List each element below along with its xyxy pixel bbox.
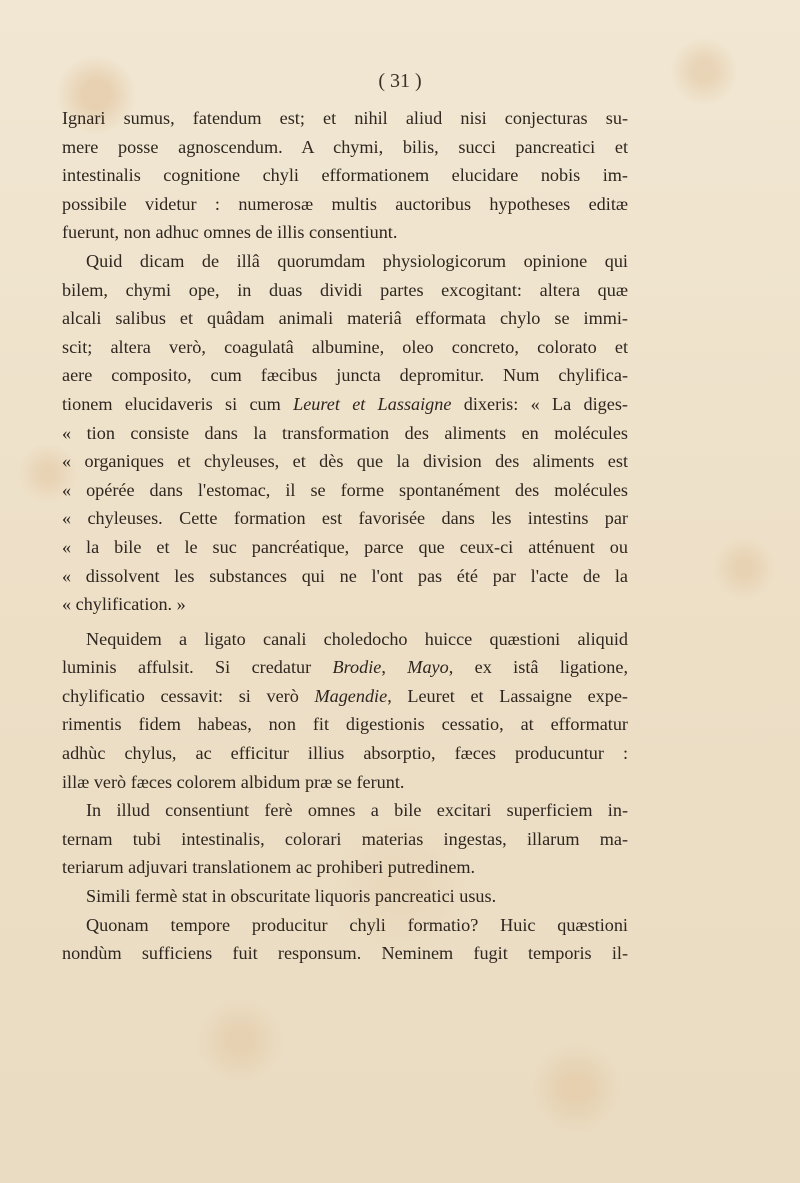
text-line: Nequidem a ligato canali choledocho huicce quæstioni aliquid — [86, 628, 628, 649]
text-line — [62, 653, 628, 682]
author-name: Magendie — [314, 685, 388, 706]
text-line: illæ verò fæces colorem albidum præ se ferunt. — [62, 771, 405, 792]
text-line: fuerunt, non adhuc omnes de illis consentiunt. — [62, 222, 398, 243]
text-line: In illud consentiunt ferè omnes a bile excitari superficiem in- — [86, 800, 628, 821]
text-line: teriarum adjuvari translationem ac prohiberi putredinem. — [62, 857, 476, 878]
quote-line: « tion consiste dans la transformation des aliments en molécules — [62, 422, 628, 443]
text-line: Quid dicam de illâ quorumdam physiologicorum opinione qui — [86, 250, 628, 271]
text-run: luminis affulsit. Si credatur — [62, 657, 333, 678]
text-run: , Leuret et Lassaigne expe- — [387, 685, 628, 706]
text-run: chylificatio cessavit: si verò — [62, 685, 315, 706]
text-line: intestinalis cognitione chyli efformationem elucidare nobis im- — [62, 165, 628, 186]
author-name: Brodie — [332, 657, 382, 678]
paragraph-1 — [62, 104, 628, 247]
text-run: dixeris: « La diges- — [451, 393, 628, 414]
text-line: Ignari sumus, fatendum est; et nihil aliud nisi conjecturas su- — [62, 108, 628, 128]
quote-line: « chylification. » — [62, 594, 186, 615]
author-names: Leuret et Lassaigne — [293, 393, 452, 414]
text-line: nondùm sufficiens fuit responsum. Neminem fugit temporis il- — [62, 943, 628, 964]
text-line — [62, 390, 628, 419]
paragraph-6 — [62, 911, 628, 968]
quote-line: « chyleuses. Cette formation est favorisée dans les intestins par — [62, 508, 628, 529]
text-line: scit; altera verò, coagulatâ albumine, oleo concreto, colorato et — [62, 336, 628, 357]
quote-line: « organiques et chyleuses, et dès que la division des aliments est — [62, 451, 628, 472]
text-line: Simili fermè stat in obscuritate liquoris pancreatici usus. — [86, 886, 497, 907]
text-run: , ex istâ ligatione, — [448, 657, 628, 678]
quote-line: « la bile et le suc pancréatique, parce que ceux-ci atténuent ou — [62, 536, 628, 557]
text-line: Quonam tempore producitur chyli formatio? Huic quæstioni — [86, 914, 628, 935]
text-run: tionem elucidaveris si cum — [62, 393, 294, 414]
text-line — [62, 682, 628, 711]
text-line: rimentis fidem habeas, non fit digestionis cessatio, at efformatur — [62, 714, 628, 735]
paragraph-3 — [62, 625, 628, 797]
text-line: mere posse agnoscendum. A chymi, bilis, succi pancreatici et — [62, 136, 628, 157]
text-run: , — [381, 657, 408, 678]
quote-line: « opérée dans l'estomac, il se forme spontanément des molécules — [62, 479, 628, 500]
body-text — [62, 104, 628, 968]
text-line: possibile videtur : numerosæ multis auctoribus hypotheses editæ — [62, 193, 628, 214]
text-line: aere composito, cum fæcibus juncta depromitur. Num chylifica- — [62, 365, 628, 386]
text-line: bilem, chymi ope, in duas dividi partes excogitant: altera quæ — [62, 279, 628, 300]
quote-line: « dissolvent les substances qui ne l'ont pas été par l'acte de la — [62, 565, 628, 586]
page-number: ( 31 ) — [378, 70, 422, 92]
paragraph-2 — [62, 247, 628, 619]
paragraph-5 — [62, 882, 628, 911]
author-name: Mayo — [407, 657, 449, 678]
text-line: ternam tubi intestinalis, colorari materias ingestas, illarum ma- — [62, 828, 628, 849]
text-line: alcali salibus et quâdam animali materiâ efformata chylo se immi- — [62, 308, 628, 329]
paragraph-4 — [62, 796, 628, 882]
text-line: adhùc chylus, ac efficitur illius absorptio, fæces producuntur : — [62, 743, 628, 764]
